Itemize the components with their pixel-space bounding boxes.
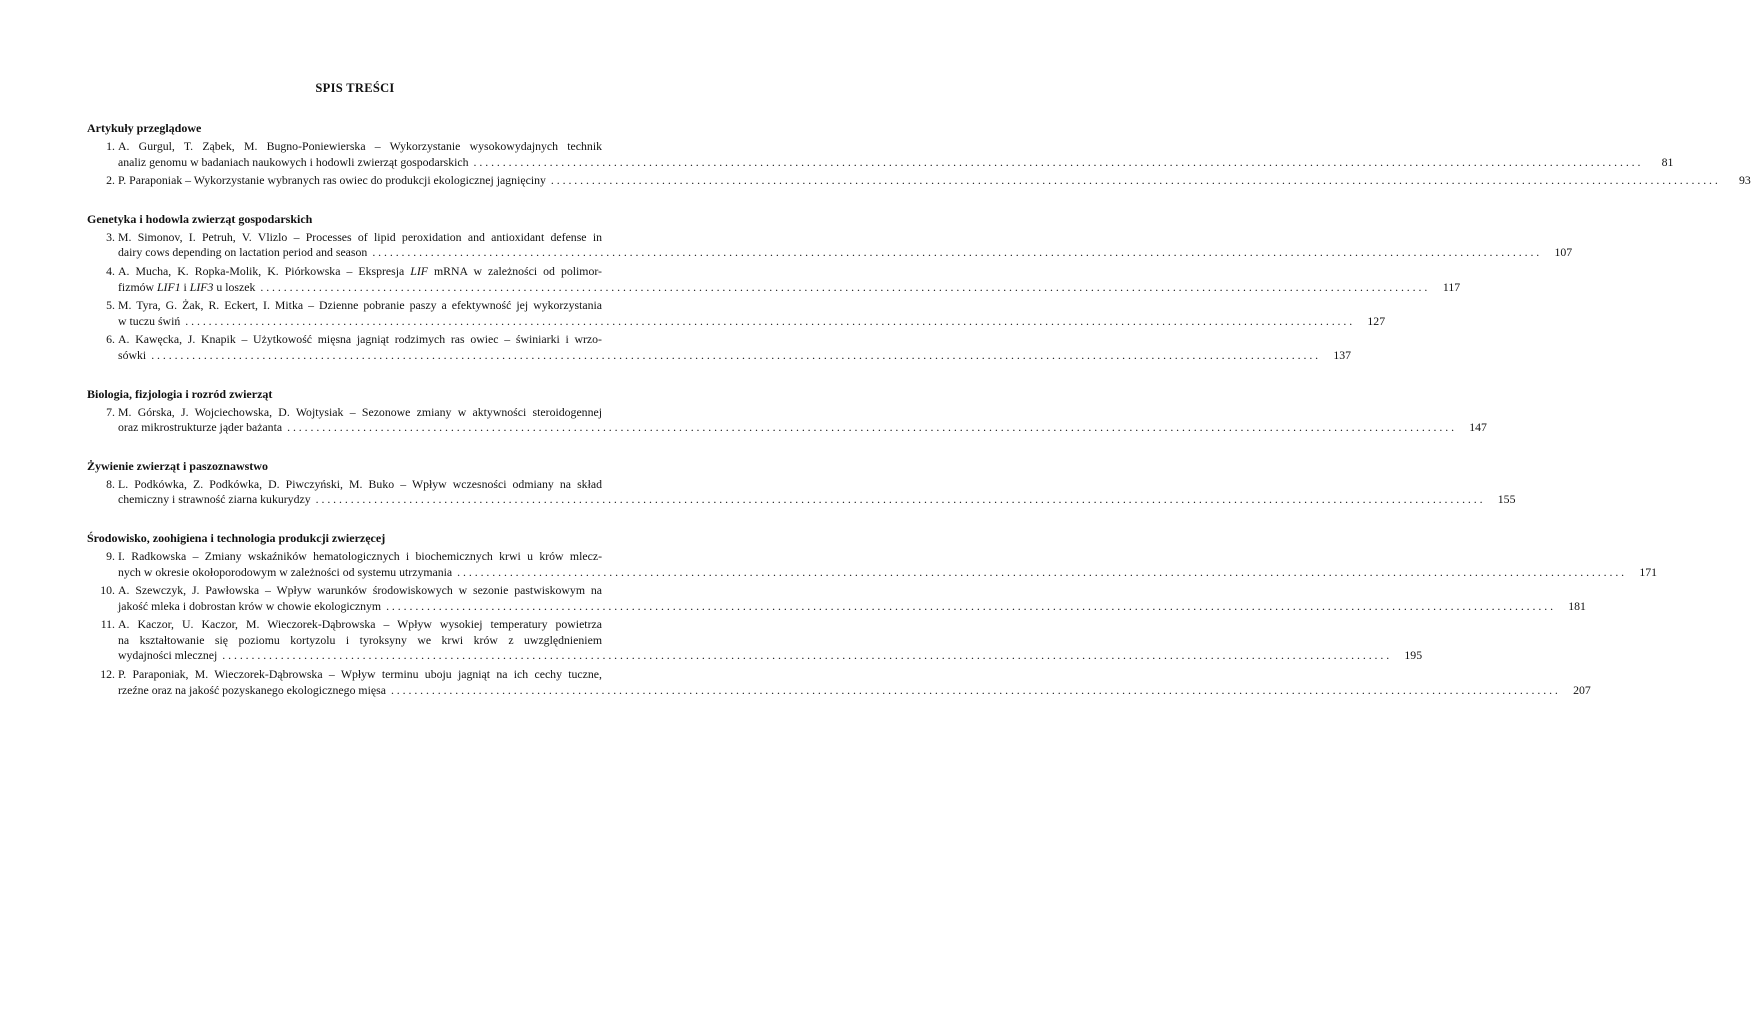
entry-text: sówki	[118, 347, 147, 362]
leader-dots: ........................................................................................................................................................................................................	[390, 682, 1561, 697]
entry-text: P. Paraponiak, M. Wieczorek-Dąbrowska – Wpływ terminu uboju jagniąt na ich cechy tuczne,	[118, 667, 602, 682]
section-title: Genetyka i hodowla zwierząt gospodarskich	[87, 211, 313, 226]
entry-text: rzeźne oraz na jakość pozyskanego ekologicznego mięsa	[118, 682, 386, 697]
leader-dots: ........................................................................................................................................................................................................	[185, 313, 1356, 328]
toc-section	[87, 120, 1751, 189]
entry-number: 4.	[106, 263, 115, 278]
entry-text: chemiczny i strawność ziarna kukurydzy	[118, 492, 311, 507]
leader-dots: ........................................................................................................................................................................................................	[372, 245, 1543, 260]
leader-dots: ........................................................................................................................................................................................................	[473, 154, 1644, 169]
toc-entry[interactable]	[87, 617, 1423, 664]
page-number: 127	[1367, 313, 1386, 328]
entry-number: 11.	[100, 617, 115, 632]
toc-section	[87, 530, 1658, 698]
toc-entry[interactable]	[87, 298, 1386, 329]
toc-entry[interactable]	[87, 229, 1573, 261]
leader-dots: ........................................................................................................................................................................................................	[260, 279, 1431, 294]
entry-number: 1.	[106, 139, 115, 153]
entry-number: 3.	[106, 229, 115, 244]
page-number: 93	[1738, 173, 1751, 188]
entry-number: 12.	[100, 667, 115, 682]
toc-section	[87, 211, 1573, 364]
page-number: 117	[1442, 279, 1461, 294]
entry-text: nych w okresie okołoporodowym w zależności od systemu utrzymania	[118, 564, 453, 579]
entry-text: w tuczu świń	[118, 313, 181, 328]
entry-text: I. Radkowska – Zmiany wskaźników hematologicznych i biochemicznych krwi u krów mlecz-	[118, 548, 602, 563]
entry-text: oraz mikrostrukturze jąder bażanta	[118, 420, 283, 435]
toc-entry[interactable]	[87, 583, 1586, 614]
leader-dots: ........................................................................................................................................................................................................	[151, 347, 1322, 362]
entry-text: L. Podkówka, Z. Podkówka, D. Piwczyński, M. Buko – Wpływ wczesności odmiany na skład	[118, 476, 602, 491]
entry-text: M. Górska, J. Wojciechowska, D. Wojtysiak – Sezonowe zmiany w aktywności steroidogennej	[118, 404, 602, 419]
page-number: 181	[1568, 598, 1586, 613]
entry-number: 7.	[106, 404, 115, 419]
entry-number: 9.	[106, 548, 115, 563]
entry-number: 8.	[106, 476, 115, 491]
entry-text: M. Simonov, I. Petruh, V. Vlizlo – Processes of lipid peroxidation and antioxidant defense in	[118, 229, 602, 244]
section-title: Żywienie zwierząt i paszoznawstwo	[87, 458, 268, 473]
toc-section	[87, 458, 1516, 508]
page-number: 147	[1469, 420, 1487, 435]
page-number: 137	[1333, 347, 1352, 362]
toc-entry[interactable]	[87, 548, 1658, 580]
entry-text: jakość mleka i dobrostan krów w chowie ekologicznym	[118, 598, 382, 613]
entry-text: A. Gurgul, T. Ząbek, M. Bugno-Poniewierska – Wykorzystanie wysokowydajnych technik	[118, 139, 602, 153]
leader-dots: ........................................................................................................................................................................................................	[222, 648, 1393, 663]
page-number: 171	[1639, 564, 1658, 579]
entry-text: na kształtowanie się poziomu kortyzolu i tyroksyny we krwi krów z uwzględnieniem	[118, 632, 602, 647]
toc-section	[87, 386, 1487, 436]
entry-text: analiz genomu w badaniach naukowych i hodowli zwierząt gospodarskich	[118, 154, 469, 169]
section-title: Biologia, fizjologia i rozród zwierząt	[87, 386, 273, 401]
entry-text: M. Tyra, G. Żak, R. Eckert, I. Mitka – Dzienne pobranie paszy a efektywność jej wykorzystania	[118, 298, 602, 313]
entry-number: 10.	[100, 583, 115, 598]
leader-dots: ........................................................................................................................................................................................................	[287, 420, 1457, 435]
entry-text: P. Paraponiak – Wykorzystanie wybranych ras owiec do produkcji ekologicznej jagnięciny	[118, 173, 546, 188]
toc-entry[interactable]	[87, 173, 1751, 189]
entry-text: A. Kawęcka, J. Knapik – Użytkowość mięsna jagniąt rodzimych ras owiec – świniarki i wrzo-	[118, 332, 602, 347]
entry-text: A. Szewczyk, J. Pawłowska – Wpływ warunków środowiskowych w sezonie pastwiskowym na	[118, 583, 602, 598]
entry-number: 5.	[106, 298, 115, 313]
section-title: Środowisko, zoohigiena i technologia produkcji zwierzęcej	[87, 530, 386, 545]
page-number: 107	[1554, 245, 1573, 260]
entry-text: A. Kaczor, U. Kaczor, M. Wieczorek-Dąbrowska – Wpływ wysokiej temperatury powietrza	[118, 617, 602, 632]
toc-content	[87, 120, 1751, 720]
page-number: 207	[1573, 682, 1591, 697]
toc-entry[interactable]	[87, 332, 1352, 363]
toc-entry[interactable]	[87, 476, 1516, 508]
entry-number: 2.	[106, 173, 115, 188]
page-number: 81	[1661, 154, 1674, 169]
entry-text: A. Mucha, K. Ropka-Molik, K. Piórkowska – Ekspresja LIF mRNA w zależności od polimor-	[118, 263, 602, 278]
page-number: 155	[1497, 492, 1516, 507]
leader-dots: ........................................................................................................................................................................................................	[315, 492, 1486, 507]
leader-dots: ........................................................................................................................................................................................................	[457, 564, 1628, 579]
page-number: 195	[1404, 648, 1423, 663]
entry-text: fizmów LIF1 i LIF3 u loszek	[118, 279, 256, 294]
page-title: SPIS TREŚCI	[315, 81, 395, 95]
toc-entry[interactable]	[87, 404, 1487, 436]
entry-text: dairy cows depending on lactation period and season	[118, 245, 368, 260]
leader-dots: ........................................................................................................................................................................................................	[386, 598, 1556, 613]
leader-dots: ........................................................................................................................................................................................................	[550, 173, 1721, 188]
toc-entry[interactable]	[87, 139, 1674, 170]
entry-number: 6.	[106, 332, 115, 347]
entry-text: wydajności mlecznej	[118, 648, 218, 663]
toc-entry[interactable]	[87, 667, 1591, 698]
section-title: Artykuły przeglądowe	[87, 121, 202, 135]
toc-entry[interactable]	[87, 263, 1461, 295]
